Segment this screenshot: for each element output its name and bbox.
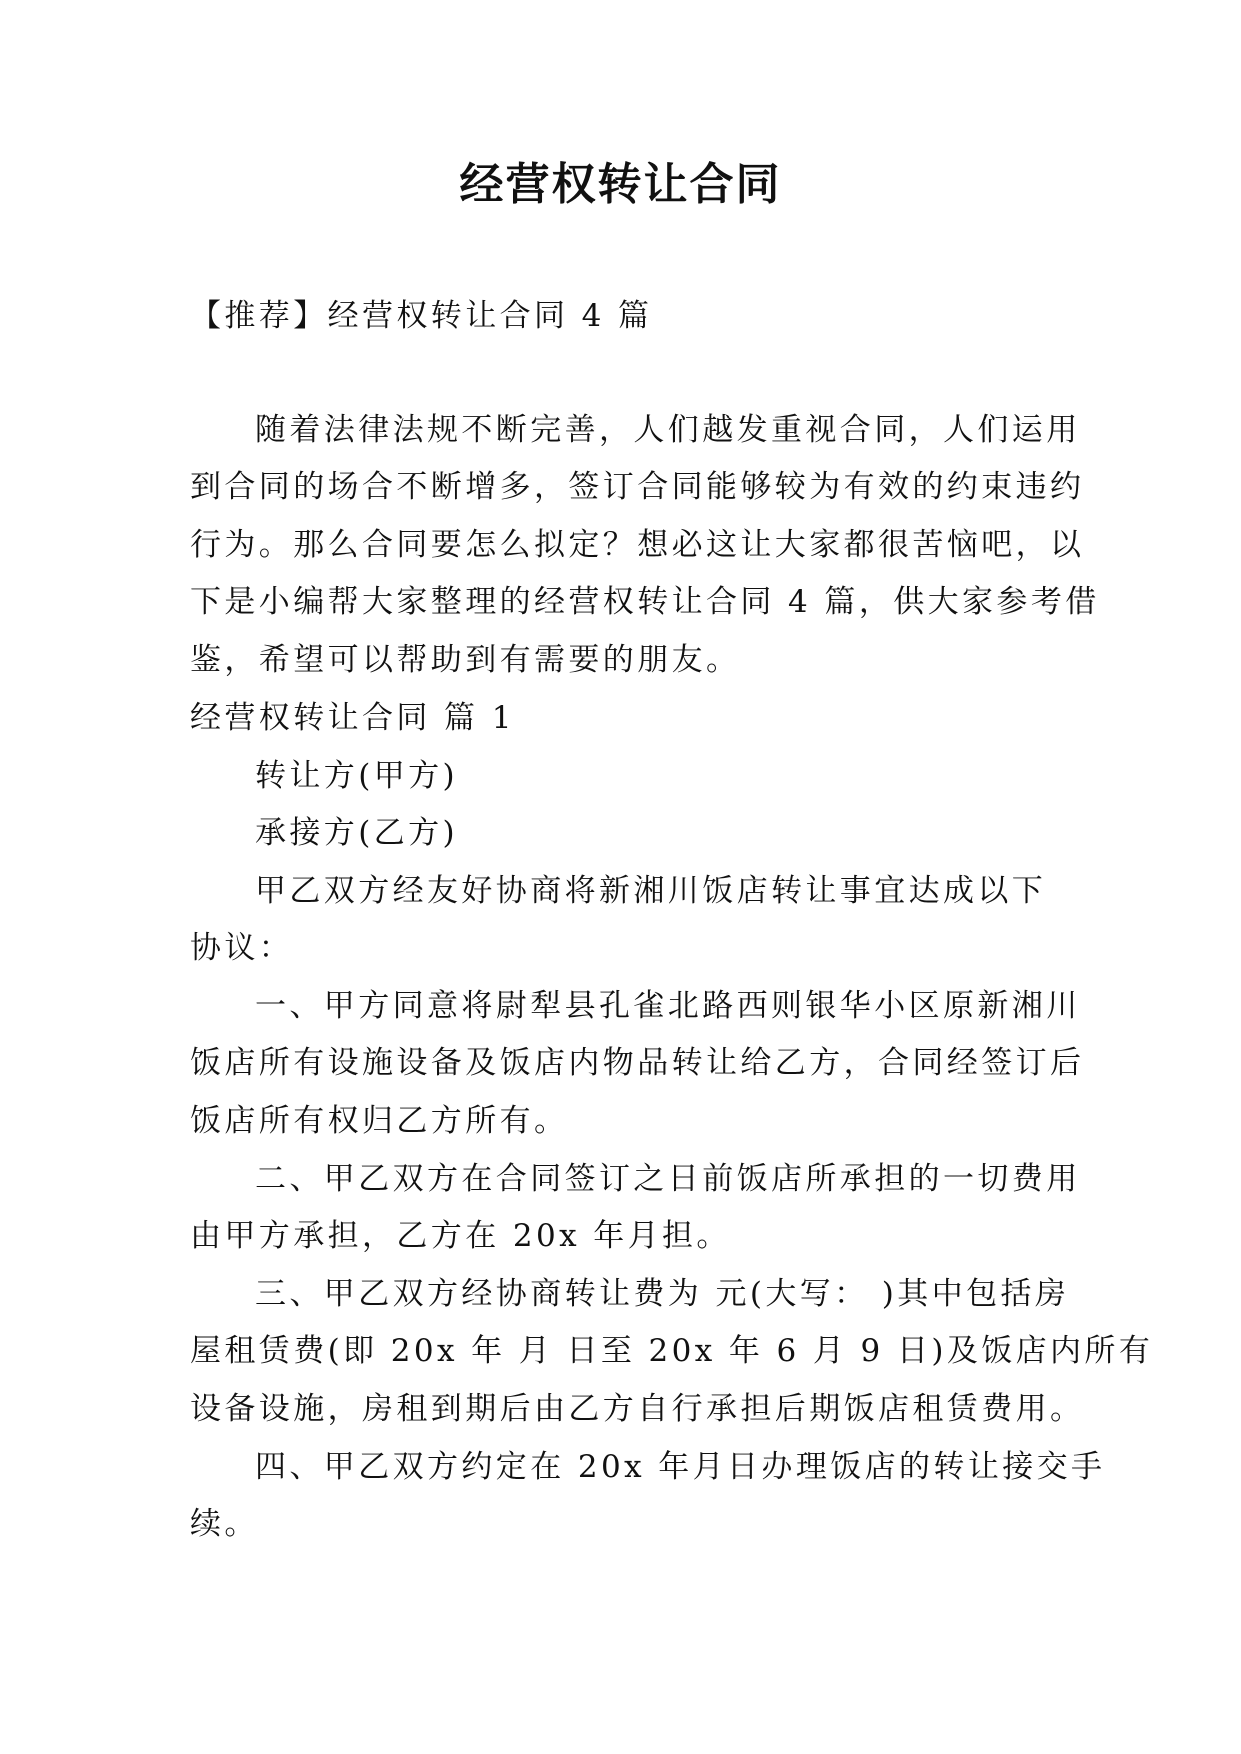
section-heading: 经营权转让合同 篇 1 xyxy=(190,700,515,736)
agreement-line-1: 甲乙双方经友好协商将新湘川饭店转让事宜达成以下 xyxy=(255,873,1047,909)
clause4-line-2: 续。 xyxy=(190,1506,259,1542)
clause3-line-1: 三、甲乙双方经协商转让费为 元(大写： )其中包括房 xyxy=(255,1276,1070,1312)
party-b-label: 承接方(乙方) xyxy=(255,815,458,851)
intro-line-2: 到合同的场合不断增多，签订合同能够较为有效的约束违约 xyxy=(190,469,1085,505)
clause4-line-1: 四、甲乙双方约定在 20x 年月日办理饭店的转让接交手 xyxy=(255,1449,1106,1485)
intro-line-4: 下是小编帮大家整理的经营权转让合同 4 篇，供大家参考借 xyxy=(190,584,1100,620)
intro-line-5: 鉴，希望可以帮助到有需要的朋友。 xyxy=(190,642,741,678)
intro-line-1: 随着法律法规不断完善，人们越发重视合同，人们运用 xyxy=(255,412,1081,448)
clause3-line-3: 设备设施，房租到期后由乙方自行承担后期饭店租赁费用。 xyxy=(190,1391,1085,1427)
clause2-line-1: 二、甲乙双方在合同签订之日前饭店所承担的一切费用 xyxy=(255,1161,1081,1197)
clause3-line-2: 屋租赁费(即 20x 年 月 日至 20x 年 6 月 9 日)及饭店内所有 xyxy=(190,1333,1154,1369)
clause2-line-2: 由甲方承担，乙方在 20x 年月担。 xyxy=(190,1218,731,1254)
document-subtitle: 【推荐】经营权转让合同 4 篇 xyxy=(190,298,653,334)
clause1-line-1: 一、甲方同意将尉犁县孔雀北路西则银华小区原新湘川 xyxy=(255,988,1081,1024)
party-a-label: 转让方(甲方) xyxy=(255,758,458,794)
clause1-line-3: 饭店所有权归乙方所有。 xyxy=(190,1103,569,1139)
agreement-line-2: 协议： xyxy=(190,930,294,966)
clause1-line-2: 饭店所有设施设备及饭店内物品转让给乙方，合同经签订后 xyxy=(190,1045,1085,1081)
intro-line-3: 行为。那么合同要怎么拟定？想必这让大家都很苦恼吧，以 xyxy=(190,527,1085,563)
document-title: 经营权转让合同 xyxy=(459,159,782,210)
